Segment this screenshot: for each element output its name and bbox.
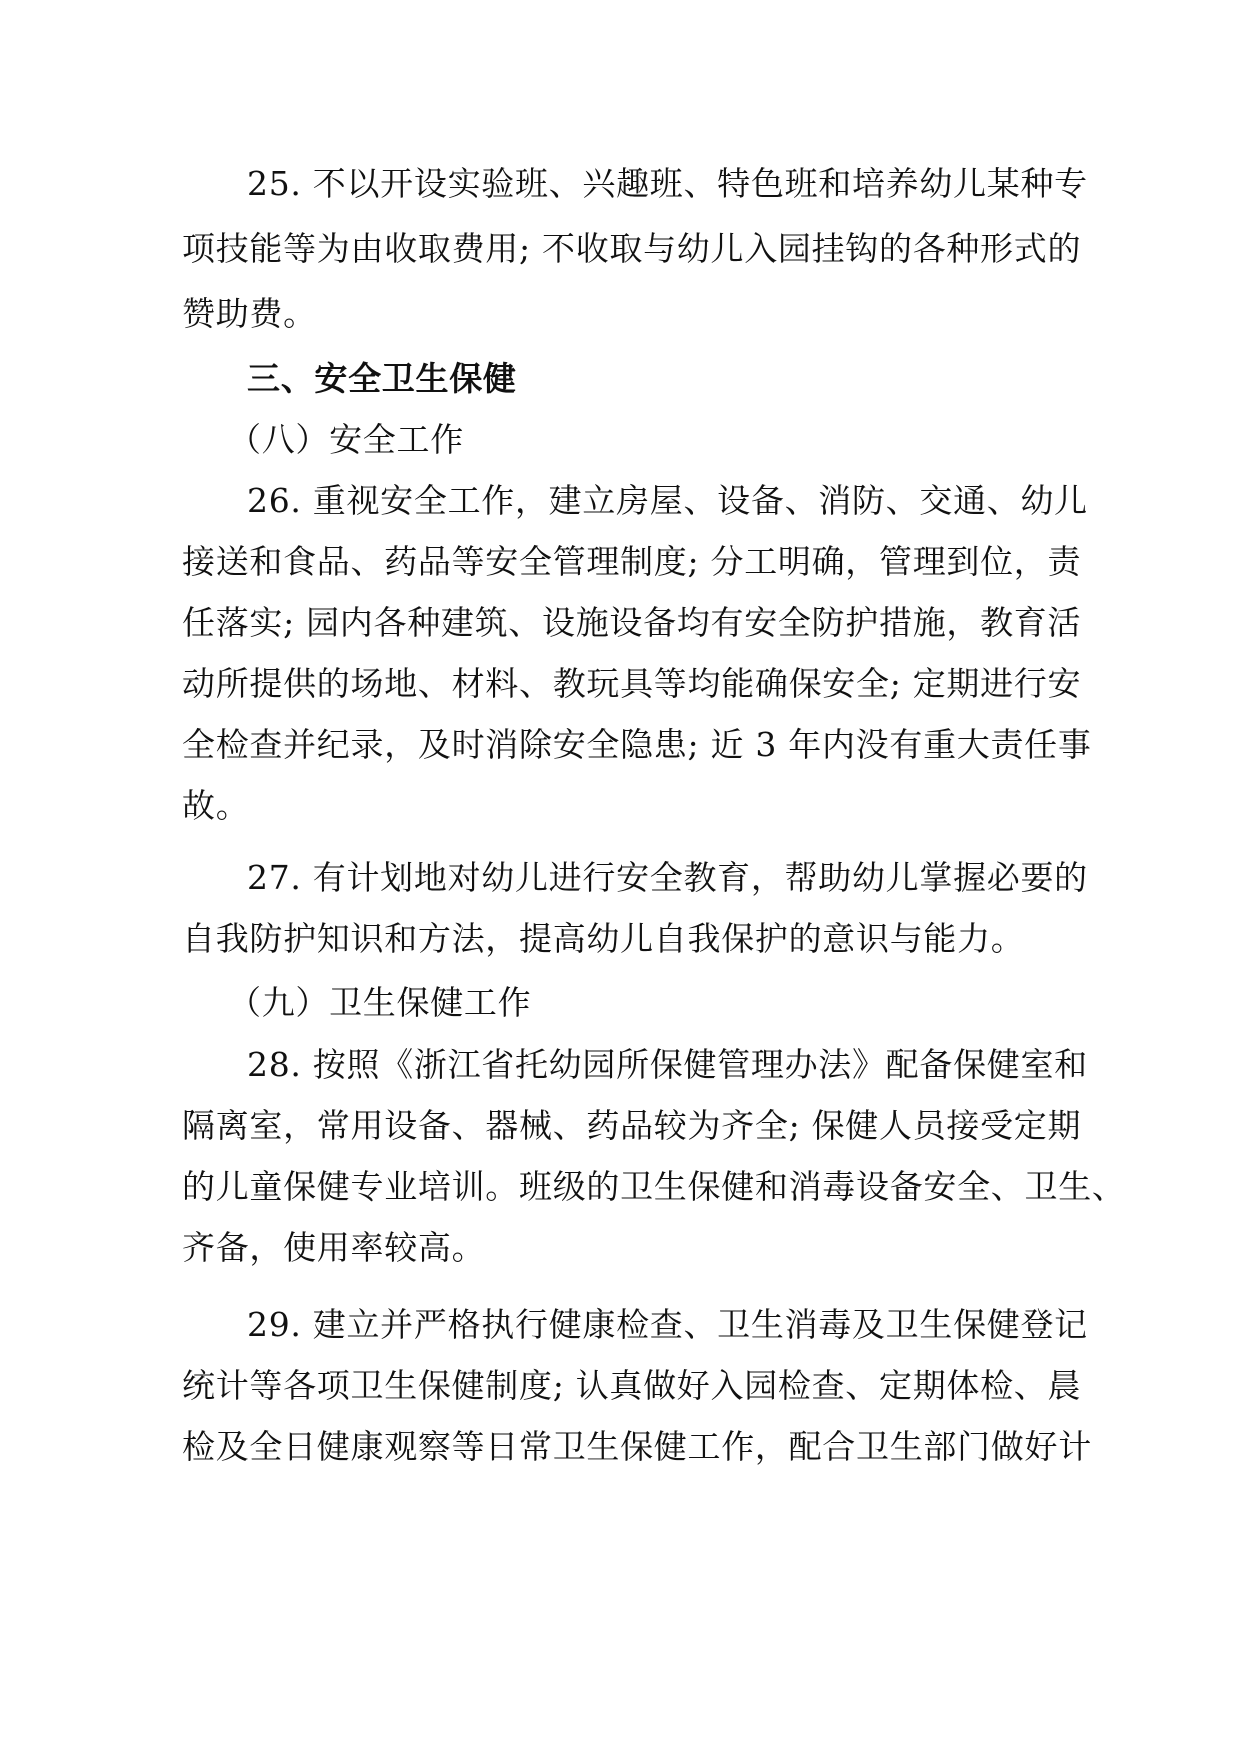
text-line: 齐备，使用率较高。 — [182, 1228, 486, 1267]
text-line: 隔离室，常用设备、器械、药品较为齐全; 保健人员接受定期 — [182, 1106, 1082, 1145]
text-line: 25. 不以开设实验班、兴趣班、特色班和培养幼儿某种专 — [247, 164, 1088, 203]
section-heading: 三、安全卫生保健 — [247, 359, 517, 398]
text-line: 故。 — [182, 786, 250, 825]
text-line: 项技能等为由收取费用; 不收取与幼儿入园挂钩的各种形式的 — [182, 229, 1082, 268]
text-line: 26. 重视安全工作，建立房屋、设备、消防、交通、幼儿 — [247, 481, 1088, 520]
subsection-heading: （八）安全工作 — [228, 420, 464, 459]
text-line: 赞助费。 — [182, 294, 317, 333]
text-line: 的儿童保健专业培训。班级的卫生保健和消毒设备安全、卫生、 — [182, 1167, 1126, 1206]
text-line: 29. 建立并严格执行健康检查、卫生消毒及卫生保健登记 — [247, 1305, 1088, 1344]
text-line: 28. 按照《浙江省托幼园所保健管理办法》配备保健室和 — [247, 1045, 1088, 1084]
text-line: 接送和食品、药品等安全管理制度; 分工明确，管理到位，责 — [182, 542, 1082, 581]
text-line: 27. 有计划地对幼儿进行安全教育，帮助幼儿掌握必要的 — [247, 858, 1088, 897]
text-line: 任落实; 园内各种建筑、设施设备均有安全防护措施，教育活 — [182, 603, 1082, 642]
text-line: 统计等各项卫生保健制度; 认真做好入园检查、定期体检、晨 — [182, 1366, 1082, 1405]
text-line: 自我防护知识和方法，提高幼儿自我保护的意识与能力。 — [182, 919, 1025, 958]
text-line: 检及全日健康观察等日常卫生保健工作，配合卫生部门做好计 — [182, 1427, 1092, 1466]
text-line: 动所提供的场地、材料、教玩具等均能确保安全; 定期进行安 — [182, 664, 1082, 703]
subsection-heading: （九）卫生保健工作 — [228, 983, 532, 1022]
text-line: 全检查并纪录，及时消除安全隐患; 近 3 年内没有重大责任事 — [182, 725, 1092, 764]
